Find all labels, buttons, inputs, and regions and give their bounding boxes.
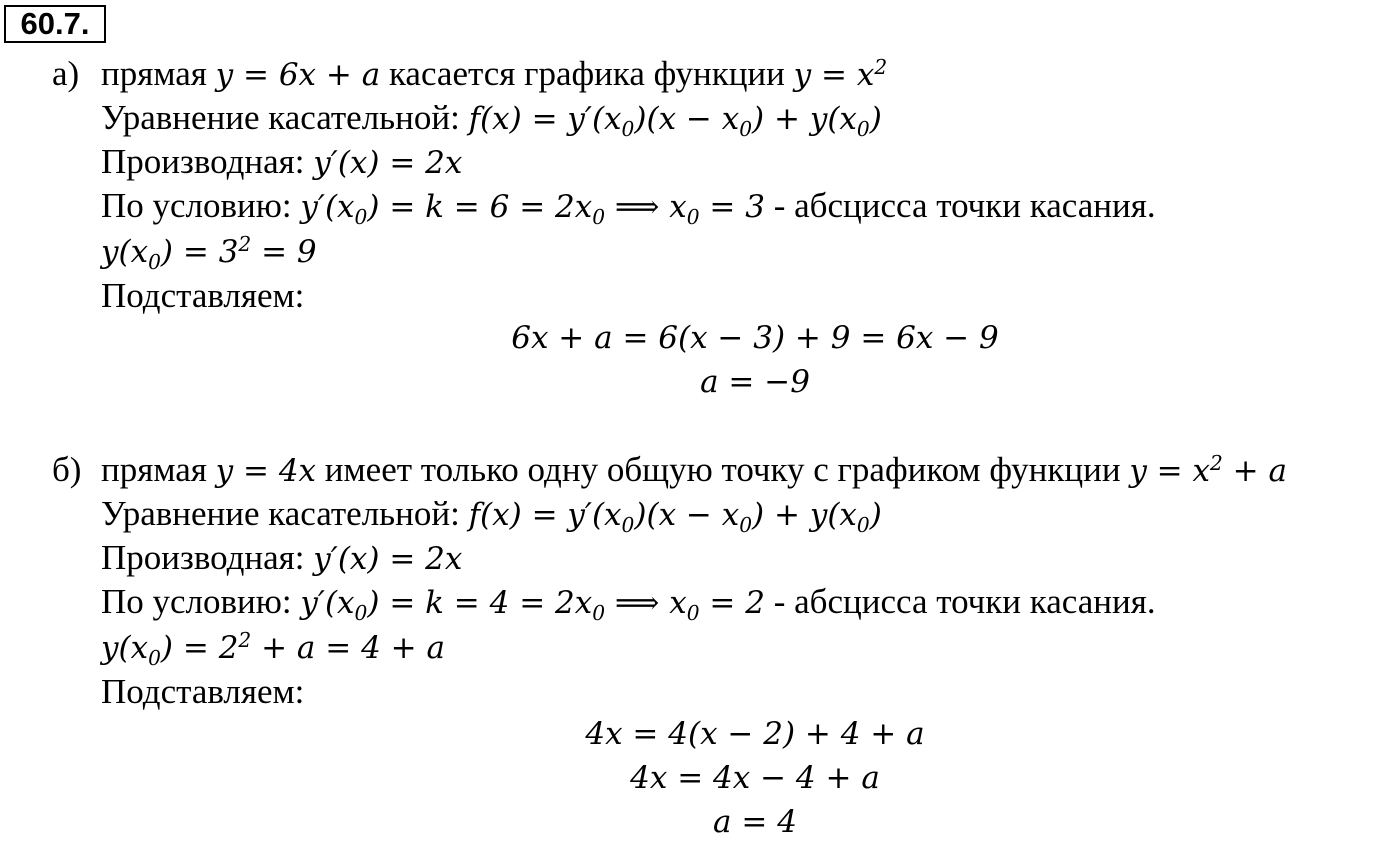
sub: 0 [354, 601, 368, 626]
f: = 9 [251, 234, 317, 270]
x0-value: 2 [745, 585, 765, 621]
sub: 0 [686, 205, 700, 230]
cond-formula [300, 189, 765, 230]
tangent-label: Уравнение касательной: [101, 494, 469, 533]
sub: 0 [686, 601, 700, 626]
f: = 2x [509, 189, 593, 225]
sub: 0 [592, 601, 606, 626]
cond-tail: - абсцисса точки касания. [764, 582, 1156, 621]
f: ) [869, 497, 882, 533]
f: = 2x [509, 585, 593, 621]
f: y(x [101, 234, 149, 270]
text: прямая [101, 450, 216, 489]
f: ) + y(x [752, 497, 857, 533]
f: ) = k = [367, 585, 490, 621]
part-a-equation-1: 6x + a = 6(x − 3) + 9 = 6x − 9 [511, 320, 999, 356]
part-a-y-x0 [101, 231, 317, 275]
part-b-statement [101, 450, 1287, 491]
sub: 0 [148, 250, 161, 275]
part-a-equation-2: a = −9 [700, 364, 810, 400]
part-a-condition [101, 186, 1156, 230]
sub: 0 [856, 513, 870, 538]
f: )(x − x [634, 497, 740, 533]
part-a-tangent-equation [101, 98, 882, 142]
text: касается графика функции [380, 54, 794, 93]
f: ) = 3 [160, 234, 239, 270]
part-b-condition [101, 582, 1156, 626]
math [101, 627, 445, 671]
f: ) = k = [367, 189, 490, 225]
tangent-label: Уравнение касательной: [101, 98, 469, 137]
part-b-derivative [101, 538, 462, 579]
math [793, 54, 888, 93]
math: y = 6x + a [215, 57, 381, 93]
math [101, 231, 317, 275]
part-a-substitute-label: Подставляем: [101, 276, 305, 315]
f: y(x [101, 630, 149, 666]
f: y′(x [300, 189, 355, 225]
sub: 0 [354, 205, 368, 230]
sub: 0 [148, 646, 161, 671]
part-b-substitute-label: Подставляем: [101, 672, 305, 711]
problem-number: 60.7. [4, 5, 106, 43]
cond-label: По условию: [101, 186, 301, 225]
f: ) [869, 101, 882, 137]
k-value: 4 [489, 585, 510, 621]
math-part: y = x [793, 57, 875, 93]
f: ⟹ x [605, 585, 687, 621]
f: ⟹ x [605, 189, 687, 225]
math-part: + a [1222, 453, 1287, 489]
f: f(x) = y′(x [468, 101, 622, 137]
tangent-formula [468, 101, 882, 142]
part-a-label: а) [52, 54, 80, 93]
sub: 0 [592, 205, 606, 230]
superscript: 2 [1210, 450, 1223, 475]
deriv-label: Производная: [101, 142, 314, 181]
cond-label: По условию: [101, 582, 301, 621]
sub: 0 [621, 117, 635, 142]
f: + a = 4 + a [251, 630, 445, 666]
part-b-equation-2: 4x = 4x − 4 + a [630, 760, 880, 796]
sub: 0 [621, 513, 635, 538]
f: ) + y(x [752, 101, 857, 137]
f: ) = 2 [160, 630, 239, 666]
text: имеет только одну общую точку с графиком функции [316, 450, 1130, 489]
superscript: 2 [238, 627, 252, 652]
f: )(x − x [634, 101, 740, 137]
sub: 0 [856, 117, 870, 142]
part-b-equation-3: a = 4 [713, 804, 797, 840]
part-b-y-x0 [101, 627, 445, 671]
part-b-equation-1: 4x = 4(x − 2) + 4 + a [585, 716, 925, 752]
math-part: y = x [1129, 453, 1210, 489]
sub: 0 [739, 117, 753, 142]
part-b-tangent-equation [101, 494, 882, 538]
f: = [699, 189, 746, 225]
deriv-formula: y′(x) = 2x [313, 145, 463, 181]
text: прямая [101, 54, 216, 93]
math: y = 4x [215, 453, 317, 489]
tangent-formula [468, 497, 882, 538]
part-a-derivative [101, 142, 462, 183]
math [1129, 450, 1287, 489]
deriv-formula: y′(x) = 2x [313, 541, 463, 577]
x0-value: 3 [745, 189, 765, 225]
part-a-statement [101, 54, 887, 95]
f: = [699, 585, 746, 621]
sub: 0 [739, 513, 753, 538]
f: f(x) = y′(x [468, 497, 622, 533]
deriv-label: Производная: [101, 538, 314, 577]
k-value: 6 [489, 189, 510, 225]
cond-formula [300, 585, 765, 626]
superscript: 2 [238, 231, 252, 256]
part-b-label: б) [52, 450, 82, 489]
f: y′(x [300, 585, 355, 621]
superscript: 2 [874, 54, 888, 79]
cond-tail: - абсцисса точки касания. [764, 186, 1156, 225]
